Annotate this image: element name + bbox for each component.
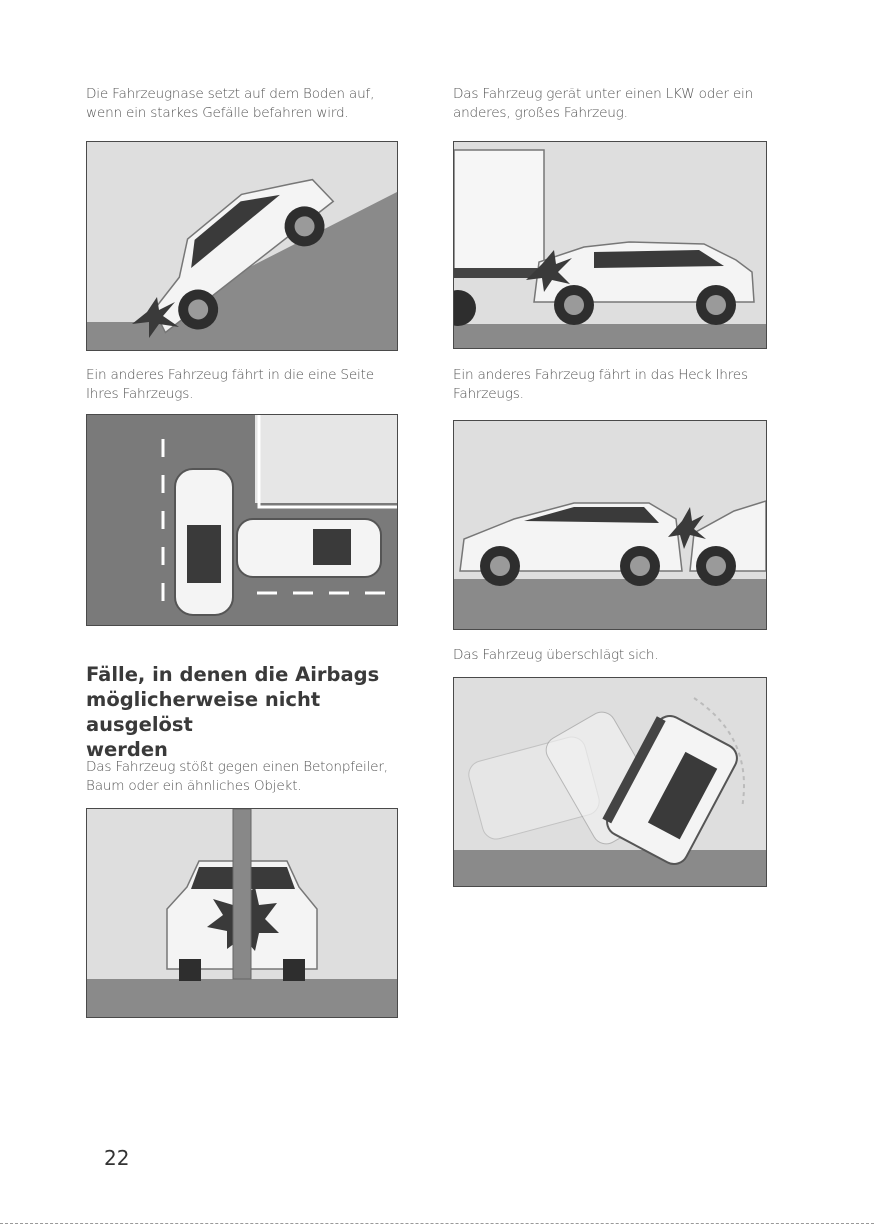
caption-pole-line-1: Das Fahrzeug stößt gegen einen Betonpfeiler, — [86, 759, 388, 775]
page-number: 22 — [104, 1146, 130, 1170]
concrete-pole — [233, 809, 251, 979]
pole-impact-illustration — [87, 809, 397, 1017]
side-impact-illustration — [87, 415, 397, 625]
page-edge-divider — [0, 1223, 874, 1224]
caption-rear-impact-line-2: Fahrzeugs. — [453, 386, 524, 402]
underride-illustration — [454, 142, 766, 348]
caption-side-impact-line-1: Ein anderes Fahrzeug fährt in die eine Seite — [86, 367, 374, 383]
caption-side-impact — [86, 366, 374, 404]
caption-slope-line-2: wenn ein starkes Gefälle befahren wird. — [86, 105, 349, 121]
sidewalk — [255, 415, 397, 503]
caption-underride-line-1: Das Fahrzeug gerät unter einen LKW oder ein — [453, 86, 754, 102]
caption-underride-line-2: anderes, großes Fahrzeug. — [453, 105, 628, 121]
rear-impact-illustration — [454, 421, 766, 629]
striking-car-top-view — [237, 519, 381, 577]
section-heading-line-3: werden — [86, 738, 168, 761]
figure-rollover — [453, 677, 767, 887]
caption-underride — [453, 85, 753, 123]
figure-side-impact — [86, 414, 398, 626]
caption-slope — [86, 85, 374, 123]
caption-rear-impact-line-1: Ein anderes Fahrzeug fährt in das Heck Ihres — [453, 367, 748, 383]
figure-rear-impact — [453, 420, 767, 630]
caption-rollover — [453, 646, 658, 665]
figure-underride-truck — [453, 141, 767, 349]
ground — [454, 324, 766, 348]
ground — [454, 850, 766, 886]
caption-slope-line-1: Die Fahrzeugnase setzt auf dem Boden auf, — [86, 86, 375, 102]
section-heading-line-1: Fälle, in denen die Airbags — [86, 663, 380, 686]
caption-rollover-line-1: Das Fahrzeug überschlägt sich. — [453, 647, 659, 663]
section-heading — [86, 662, 416, 762]
ground — [454, 579, 766, 629]
section-heading-line-2: möglicherweise nicht ausgelöst — [86, 688, 321, 736]
truck-body — [454, 150, 544, 272]
caption-pole — [86, 758, 388, 796]
figure-slope-nose-contact — [86, 141, 398, 351]
caption-pole-line-2: Baum oder ein ähnliches Objekt. — [86, 778, 302, 794]
caption-side-impact-line-2: Ihres Fahrzeugs. — [86, 386, 194, 402]
slope-illustration — [87, 142, 397, 350]
figure-pole-impact — [86, 808, 398, 1018]
ground — [87, 979, 397, 1017]
caption-rear-impact — [453, 366, 748, 404]
rollover-illustration — [454, 678, 766, 886]
